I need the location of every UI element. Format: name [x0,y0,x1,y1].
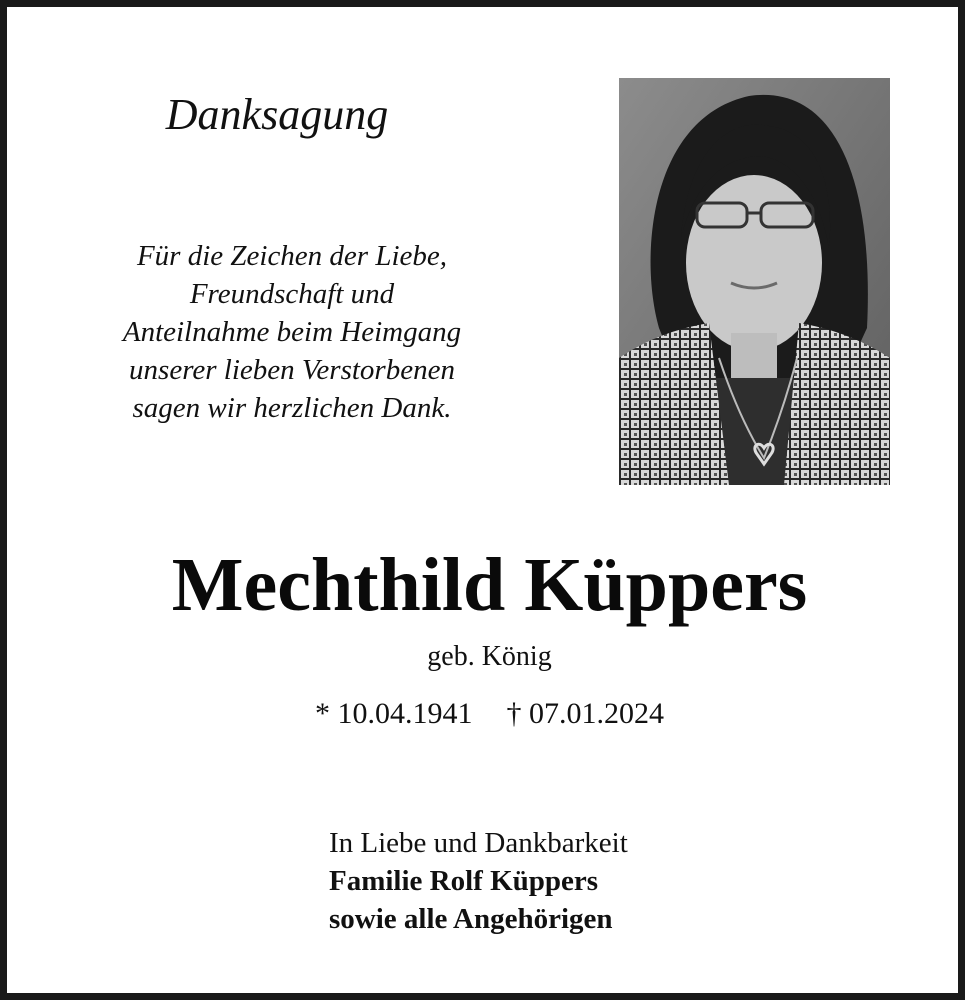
family-line: sowie alle Angehörigen [329,903,613,935]
thanks-line: Anteilnahme beim Heimgang [122,316,462,348]
notice-heading: Danksagung [165,90,389,139]
closing-line: In Liebe und Dankbarkeit [329,827,628,859]
birth-date: * 10.04.1941 [315,697,473,730]
portrait-photo [619,78,890,485]
thanks-line: sagen wir herzlichen Dank. [132,392,452,424]
family-line: Familie Rolf Küppers [329,865,599,897]
deceased-name: Mechthild Küppers [171,543,808,627]
thanks-line: Für die Zeichen der Liebe, [136,240,448,272]
maiden-name: geb. König [427,641,552,672]
thanks-text [67,237,517,427]
thanks-line: Freundschaft und [189,278,395,310]
death-date: † 07.01.2024 [506,697,664,730]
portrait-image [619,78,890,485]
life-dates [7,695,965,733]
closing-block [329,824,829,938]
thanks-line: unserer lieben Verstorbenen [129,354,455,386]
